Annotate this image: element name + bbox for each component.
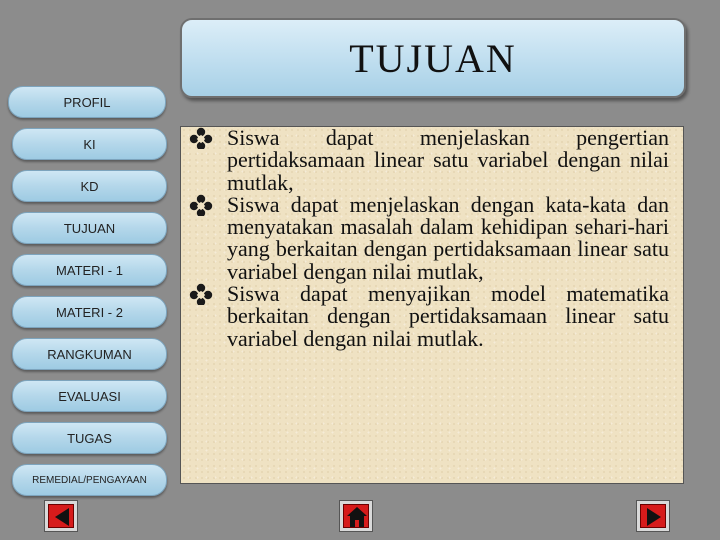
- page-title-box: [180, 18, 686, 98]
- page-title: TUJUAN: [349, 35, 517, 81]
- sidebar-item-profil[interactable]: PROFIL: [8, 86, 166, 118]
- sidebar-item-materi-2[interactable]: MATERI - 2: [12, 296, 167, 328]
- sidebar-item-materi-1[interactable]: MATERI - 1: [12, 254, 167, 286]
- list-item: [185, 283, 669, 350]
- diamond-bullet-icon: [189, 127, 213, 149]
- bullet-text: Siswa dapat menyajikan model matematika berkaitan dengan pertidaksamaan linear satu variabel dengan nilai mutlak.: [227, 281, 669, 351]
- content-panel: [180, 126, 684, 484]
- arrow-left-icon: [45, 501, 79, 533]
- sidebar-item-tujuan[interactable]: TUJUAN: [12, 212, 167, 244]
- sidebar-item-rangkuman[interactable]: RANGKUMAN: [12, 338, 167, 370]
- list-item: [185, 127, 669, 194]
- sidebar-nav: [0, 0, 180, 540]
- next-button[interactable]: [636, 500, 670, 532]
- diamond-bullet-icon: [189, 194, 213, 216]
- sidebar-item-kd[interactable]: KD: [12, 170, 167, 202]
- sidebar-item-tugas[interactable]: TUGAS: [12, 422, 167, 454]
- diamond-bullet-icon: [189, 283, 213, 305]
- list-item: [185, 191, 669, 284]
- bullet-text: Siswa dapat menjelaskan pengertian pertidaksamaan linear satu variabel dengan nilai mutlak,: [227, 125, 669, 195]
- sidebar-item-ki[interactable]: KI: [12, 128, 167, 160]
- home-button[interactable]: [339, 500, 373, 532]
- bullet-text: Siswa dapat menjelaskan dengan kata-kata dan menyatakan masalah dalam kehidipan sehari-hari yang berkaitan dengan pertidaksamaan linear satu variabel dengan nilai mutlak,: [227, 191, 669, 284]
- home-icon: [340, 501, 374, 533]
- arrow-right-icon: [637, 501, 671, 533]
- sidebar-item-evaluasi[interactable]: EVALUASI: [12, 380, 167, 412]
- sidebar-item-remedial-pengayaan[interactable]: REMEDIAL/PENGAYAAN: [12, 464, 167, 496]
- prev-button[interactable]: [44, 500, 78, 532]
